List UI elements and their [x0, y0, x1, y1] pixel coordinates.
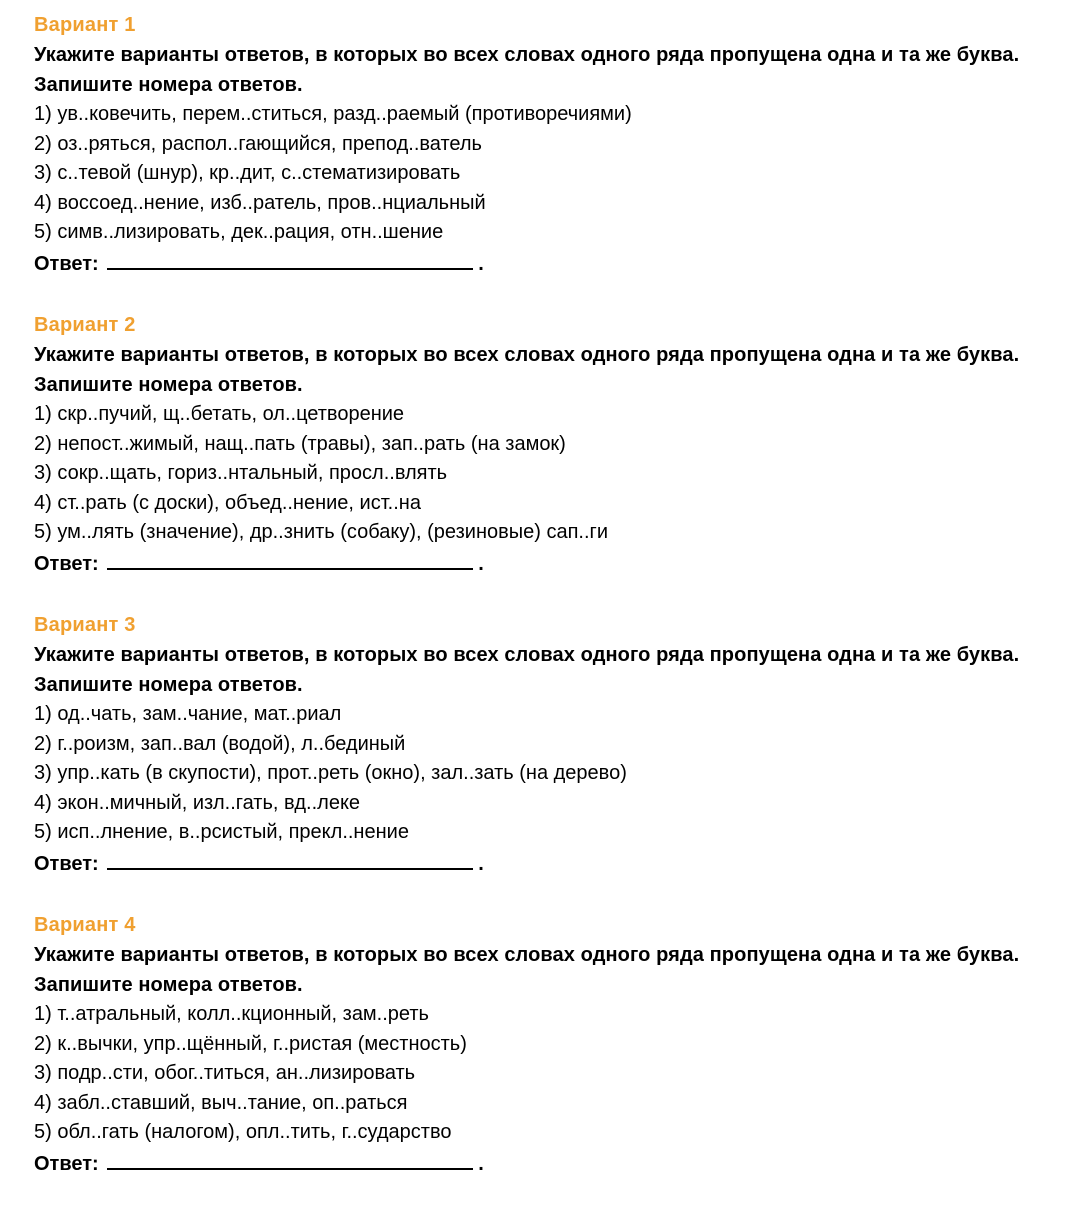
- option-3: 3) подр..сти, обог..титься, ан..лизировать: [34, 1062, 416, 1084]
- options-list: [34, 100, 1047, 248]
- answer-line: [34, 1148, 1047, 1179]
- answer-end: .: [478, 1152, 484, 1175]
- answer-blank[interactable]: [107, 1148, 473, 1170]
- option-4: 4) воссоед..нение, изб..ратель, пров..нциальный: [34, 191, 486, 214]
- task-instructions: Укажите варианты ответов, в которых во всех словах одного ряда пропущена одна и та же буква. Запишите номера ответов.: [34, 944, 1020, 996]
- option-5: 5) симв..лизировать, дек..рация, отн..шение: [34, 221, 444, 243]
- options-list: [34, 1000, 1047, 1148]
- option-3: 3) сокр..щать, гориз..нтальный, просл..влять: [34, 462, 448, 484]
- answer-blank[interactable]: [107, 248, 473, 270]
- option-4: 4) забл..ставший, выч..тание, оп..раться: [34, 1091, 408, 1114]
- options-list: [34, 700, 1047, 848]
- variant-title: Вариант 3: [34, 614, 136, 636]
- answer-label: Ответ:: [34, 1152, 99, 1175]
- variant-3: [34, 610, 1047, 910]
- option-4: 4) экон..мичный, изл..гать, вд..леке: [34, 791, 361, 814]
- answer-line: [34, 548, 1047, 579]
- option-1: 1) т..атральный, колл..кционный, зам..реть: [34, 1003, 429, 1025]
- option-1: 1) скр..пучий, щ..бетать, ол..цетворение: [34, 403, 405, 425]
- answer-line: [34, 248, 1047, 279]
- answer-end: .: [478, 852, 484, 875]
- answer-end: .: [478, 552, 484, 575]
- variant-2: [34, 310, 1047, 610]
- option-2: 2) оз..ряться, распол..гающийся, препод..ватель: [34, 132, 482, 155]
- options-list: [34, 400, 1047, 548]
- variant-4: [34, 910, 1047, 1210]
- answer-blank[interactable]: [107, 548, 473, 570]
- answer-label: Ответ:: [34, 252, 99, 275]
- variant-title: Вариант 2: [34, 314, 136, 336]
- task-instructions: Укажите варианты ответов, в которых во всех словах одного ряда пропущена одна и та же буква. Запишите номера ответов.: [34, 44, 1020, 96]
- answer-label: Ответ:: [34, 552, 99, 575]
- option-3: 3) упр..кать (в скупости), прот..реть (окно), зал..зать (на дерево): [34, 762, 627, 784]
- option-2: 2) г..роизм, зап..вал (водой), л..бединый: [34, 732, 406, 755]
- option-4: 4) ст..рать (с доски), объед..нение, ист..на: [34, 491, 421, 514]
- option-1: 1) од..чать, зам..чание, мат..риал: [34, 703, 342, 725]
- answer-blank[interactable]: [107, 848, 473, 870]
- answer-line: [34, 848, 1047, 879]
- task-instructions: Укажите варианты ответов, в которых во всех словах одного ряда пропущена одна и та же буква. Запишите номера ответов.: [34, 344, 1020, 396]
- option-2: 2) непост..жимый, нащ..пать (травы), зап..рать (на замок): [34, 432, 566, 455]
- variant-title: Вариант 4: [34, 914, 136, 936]
- task-instructions: Укажите варианты ответов, в которых во всех словах одного ряда пропущена одна и та же буква. Запишите номера ответов.: [34, 644, 1020, 696]
- option-1: 1) ув..ковечить, перем..ститься, разд..раемый (противоречиями): [34, 103, 632, 125]
- answer-end: .: [478, 252, 484, 275]
- option-5: 5) исп..лнение, в..рсистый, прекл..нение: [34, 821, 409, 843]
- answer-label: Ответ:: [34, 852, 99, 875]
- option-5: 5) ум..лять (значение), др..знить (собаку), (резиновые) сап..ги: [34, 521, 608, 543]
- variant-1: [34, 10, 1047, 310]
- option-5: 5) обл..гать (налогом), опл..тить, г..сударство: [34, 1121, 452, 1143]
- variant-title: Вариант 1: [34, 14, 136, 36]
- option-3: 3) с..тевой (шнур), кр..дит, с..стематизировать: [34, 162, 461, 184]
- option-2: 2) к..вычки, упр..щённый, г..ристая (местность): [34, 1032, 467, 1055]
